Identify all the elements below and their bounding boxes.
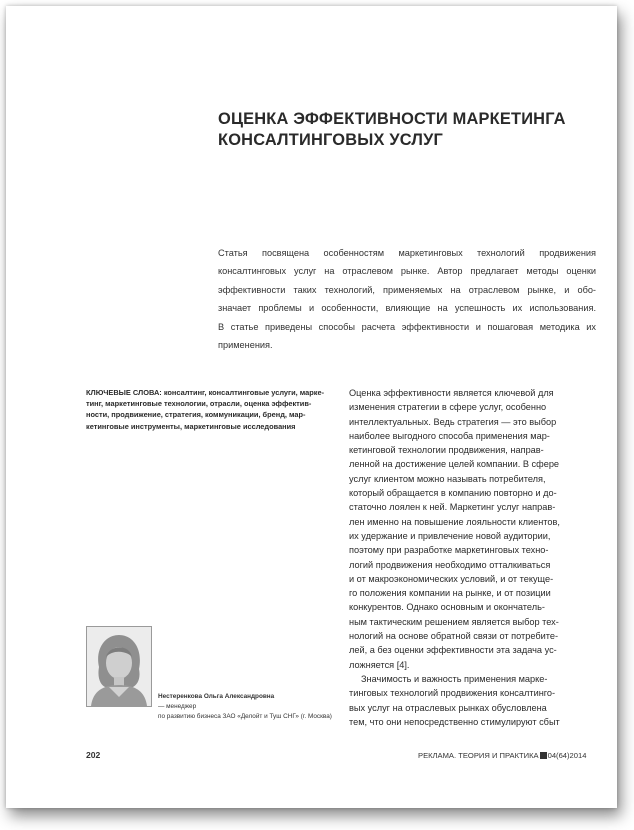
journal-name: РЕКЛАМА. ТЕОРИЯ И ПРАКТИКА bbox=[418, 751, 539, 760]
body-line: тем, что они непосредственно стимулируют сбыт bbox=[349, 716, 560, 727]
keywords-line bbox=[86, 387, 336, 398]
author-photo bbox=[86, 626, 152, 707]
article-title bbox=[218, 109, 598, 151]
body-line: ленной на достижение целей компании. В сфере bbox=[349, 459, 560, 470]
journal-issue: 04(64)2014 bbox=[547, 751, 587, 760]
body-line: ложняется [4]. bbox=[349, 659, 410, 670]
square-separator-icon bbox=[540, 752, 547, 759]
keywords-label: КЛЮЧЕВЫЕ СЛОВА: bbox=[86, 388, 162, 397]
body-line: го положения компании на рынке, и от позиции bbox=[349, 588, 551, 599]
abstract-line: применения. bbox=[218, 340, 273, 351]
body-line: поэтому при разработке маркетинговых техно- bbox=[349, 545, 549, 556]
body-line: наиболее выгодного способа применения мар- bbox=[349, 430, 550, 441]
body-line: их удержание и привлечение новой аудитории, bbox=[349, 530, 551, 541]
journal-footer bbox=[418, 751, 586, 760]
body-line: тинговых технологий продвижения консалтинго- bbox=[349, 688, 556, 699]
body-line: Значимость и важность применения марке- bbox=[361, 673, 548, 684]
author-role: — менеджер bbox=[158, 703, 197, 710]
keywords-block bbox=[86, 387, 336, 432]
author-info bbox=[158, 692, 348, 722]
abstract-line: эффективности таких технологий, применяемых на отраслевом рынке, и обо- bbox=[218, 284, 596, 295]
keywords-line: кетинговые инструменты, маркетинговые исследования bbox=[86, 421, 296, 431]
article-title-line: ОЦЕНКА ЭФФЕКТИВНОСТИ МАРКЕТИНГА bbox=[218, 110, 566, 128]
author-affiliation: по развитию бизнеса ЗАО «Делойт и Туш СНГ» (г. Москва) bbox=[158, 713, 332, 720]
author-name: Нестеренкова Ольга Александровна bbox=[158, 693, 275, 700]
body-line: кетинговой технологии продвижения, направ- bbox=[349, 445, 544, 456]
body-line: интеллектуальных. Ведь стратегия — это выбор bbox=[349, 416, 557, 427]
body-line: логий продвижения необходимо отталкиваться bbox=[349, 559, 551, 570]
author-line bbox=[158, 692, 348, 712]
body-line: изменения стратегии в сфере услуг, особенно bbox=[349, 402, 547, 413]
body-line: лей, а без оценки эффективности эта задача ус- bbox=[349, 645, 557, 656]
keywords-text: консалтинг, консалтинговые услуги, марке- bbox=[161, 388, 325, 397]
body-line: и от макроэкономических условий, и от текуще- bbox=[349, 573, 554, 584]
keywords-line: тинг, маркетинговые технологии, отрасли, оценка эффектив- bbox=[86, 399, 312, 409]
body-line: вых услуг на отраслевых рынках обусловлена bbox=[349, 702, 547, 713]
body-line: лен именно на повышение лояльности клиентов, bbox=[349, 516, 560, 527]
journal-page bbox=[6, 6, 617, 808]
keywords-line: ности, продвижение, стратегия, коммуникации, бренд, мар- bbox=[86, 410, 306, 420]
body-line: услуг клиентом можно называть потребителя, bbox=[349, 473, 546, 484]
article-title-line: КОНСАЛТИНГОВЫХ УСЛУГ bbox=[218, 131, 443, 149]
body-line: нологий на основе обратной связи от потребите- bbox=[349, 631, 559, 642]
abstract-line: консалтинговых услуг на отраслевом рынке. Автор предлагает методы оценки bbox=[218, 266, 596, 277]
author-portrait-icon bbox=[87, 627, 151, 706]
body-line: который обращается в компанию повторно и до- bbox=[349, 488, 557, 499]
abstract-line: Статья посвящена особенностям маркетинговых технологий продвижения bbox=[218, 248, 596, 258]
body-line: ным тактическим решением является выбор тех- bbox=[349, 616, 559, 627]
body-line: статочно лоялен к ней. Маркетинг услуг направ- bbox=[349, 502, 556, 513]
body-line: конкурентов. Однако основным и окончатель- bbox=[349, 602, 545, 613]
article-body bbox=[349, 386, 595, 729]
body-line: Оценка эффективности является ключевой для bbox=[349, 388, 554, 398]
article-abstract bbox=[218, 244, 596, 354]
abstract-line: В статье приведены способы расчета эффективности и пошаговая методика их bbox=[218, 321, 596, 332]
page-number: 202 bbox=[86, 750, 101, 760]
abstract-line: значает проблемы и особенности, влияющие на успешность их использования. bbox=[218, 303, 596, 314]
